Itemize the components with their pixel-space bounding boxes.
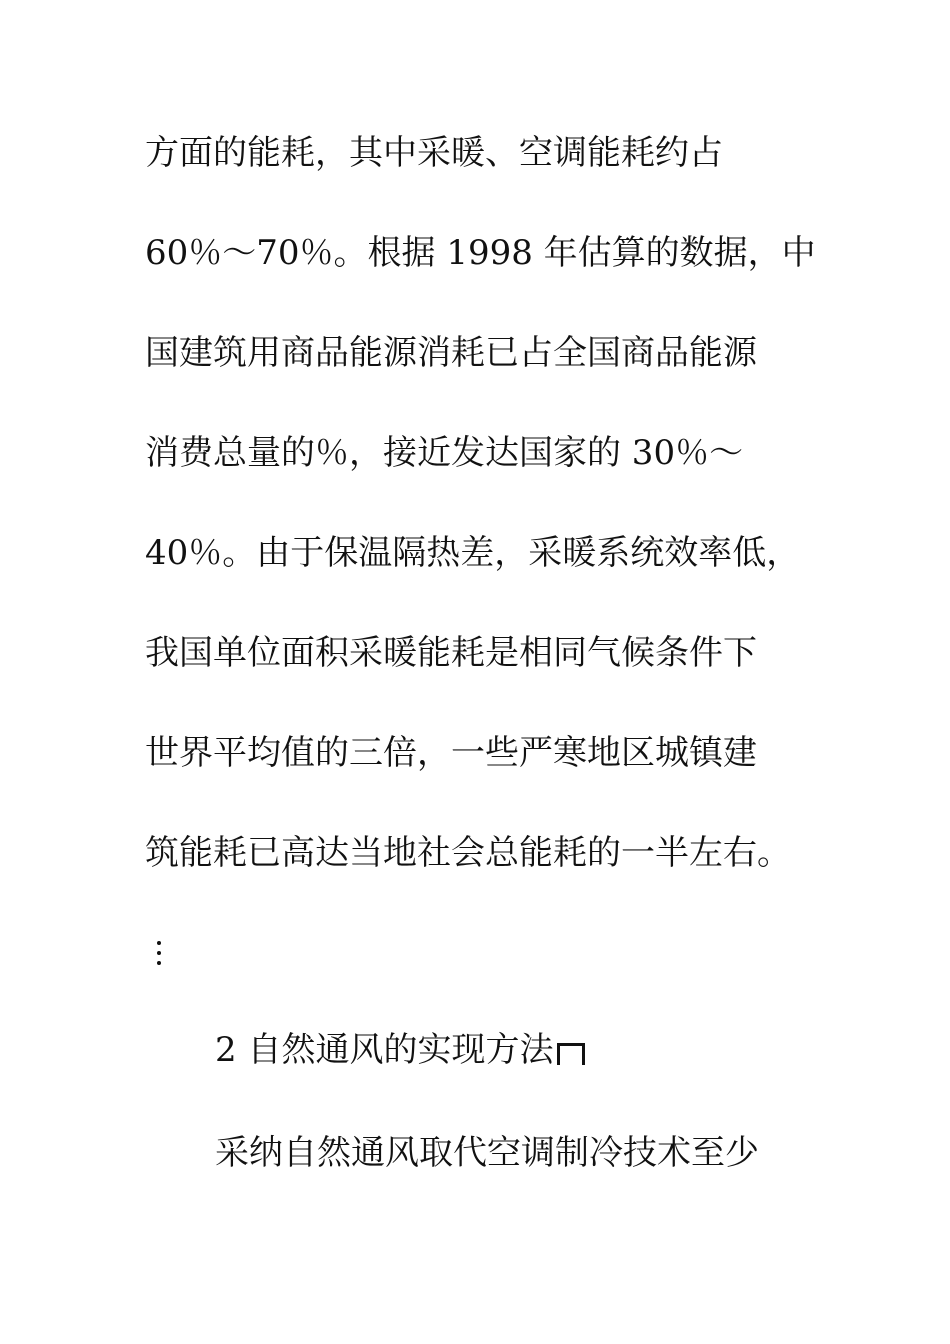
body-text-line: 世界平均值的三倍，一些严寒地区城镇建 (145, 733, 757, 773)
body-text-line: 筑能耗已高达当地社会总能耗的一半左右。 (145, 833, 791, 873)
bracket-mark-icon (557, 1043, 585, 1065)
body-text-line: 40％。由于保温隔热差，采暖系统效率低， (145, 533, 801, 573)
body-text-line: 60％～70％。根据 1998 年估算的数据，中 (145, 233, 816, 273)
ellipsis-icon (148, 933, 168, 982)
section-heading (215, 1030, 585, 1070)
body-text-line: 消费总量的％，接近发达国家的 30％～ (145, 433, 744, 473)
body-text-line: 我国单位面积采暖能耗是相同气候条件下 (145, 633, 757, 673)
body-text-line: 国建筑用商品能源消耗已占全国商品能源 (145, 333, 757, 373)
section-heading-text: 2 自然通风的实现方法 (215, 1030, 554, 1070)
vertical-ellipsis-icon (148, 933, 168, 973)
paragraph-first-line: 采纳自然通风取代空调制冷技术至少 (215, 1133, 759, 1173)
body-text-line: 方面的能耗，其中采暖、空调能耗约占 (145, 133, 723, 173)
